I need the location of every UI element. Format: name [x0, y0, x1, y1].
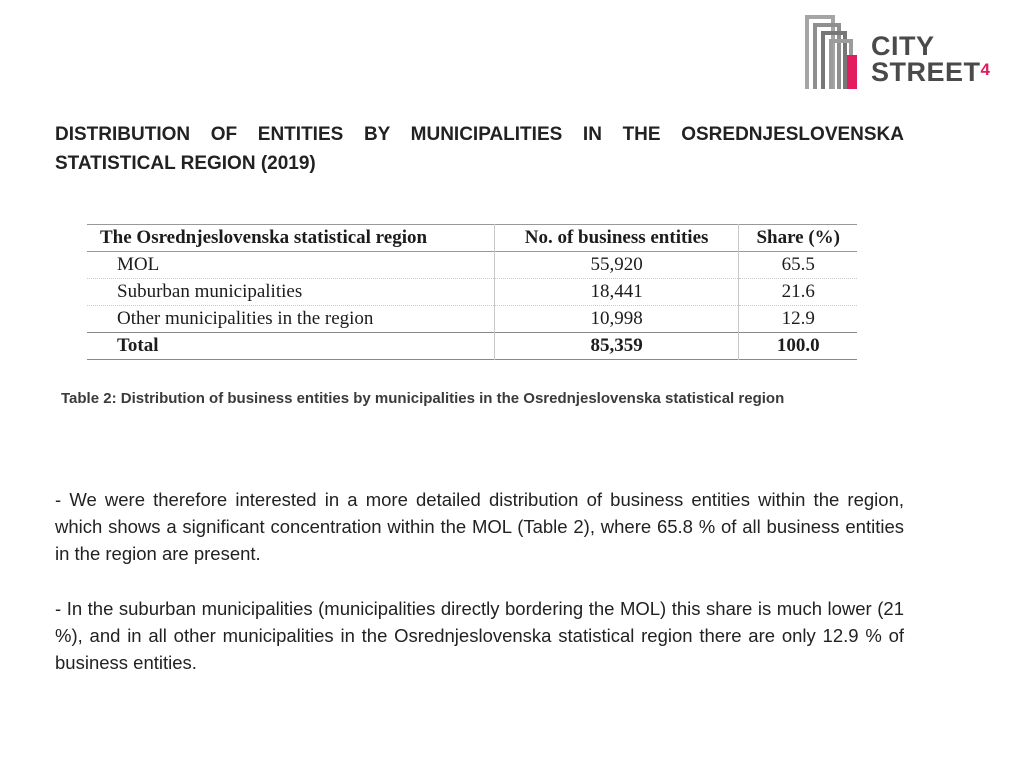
paragraph-concentration: - We were therefore interested in a more detailed distribution of business entities within the region, which shows a significant concentration within the MOL (Table 2), where 65.8 % of all business entities in the region are present. [55, 488, 904, 564]
logo-superscript: 4 [980, 60, 991, 79]
logo-line-city: CITY [871, 31, 935, 61]
logo-line-street [871, 59, 990, 85]
table-header-row [87, 225, 857, 252]
cell-share: 12.9 [781, 308, 815, 329]
table-caption: Table 2: Distribution of business entities by municipalities in the Osrednjeslovenska statistical region [61, 390, 785, 407]
cell-share: 21.6 [781, 281, 815, 302]
header-region: The Osrednjeslovenska statistical region [87, 225, 494, 252]
entities-table [87, 224, 857, 360]
cell-entities: 18,441 [494, 279, 739, 306]
cell-region: Suburban municipalities [87, 279, 494, 306]
city-street-logo-mark-icon [805, 15, 861, 91]
page-title: DISTRIBUTION OF ENTITIES BY MUNICIPALITIES IN THE OSREDNJESLOVENSKA STATISTICAL REGION (2019) [55, 124, 904, 174]
total-entities: 85,359 [494, 333, 739, 360]
logo-wordmark [871, 33, 990, 85]
table-total-row [87, 333, 857, 360]
cell-entities: 10,998 [494, 306, 739, 333]
cell-region: MOL [87, 252, 494, 279]
header-share: Share (%) [756, 227, 840, 248]
table-row [87, 279, 857, 306]
cell-region: Other municipalities in the region [87, 306, 494, 333]
total-share: 100.0 [776, 335, 820, 356]
header-entities: No. of business entities [494, 225, 739, 252]
paragraph-suburban: - In the suburban municipalities (municipalities directly bordering the MOL) this share is much lower (21 %), and in all other municipalities in the Osrednjeslovenska statistical region there are only 12.9 % of business entities. [55, 597, 904, 673]
city-street-logo [805, 15, 1010, 91]
cell-entities: 55,920 [494, 252, 739, 279]
logo-street-text: STREET [871, 57, 981, 87]
total-label: Total [87, 333, 494, 360]
table-row [87, 252, 857, 279]
cell-share: 65.5 [781, 254, 815, 275]
table-row [87, 306, 857, 333]
